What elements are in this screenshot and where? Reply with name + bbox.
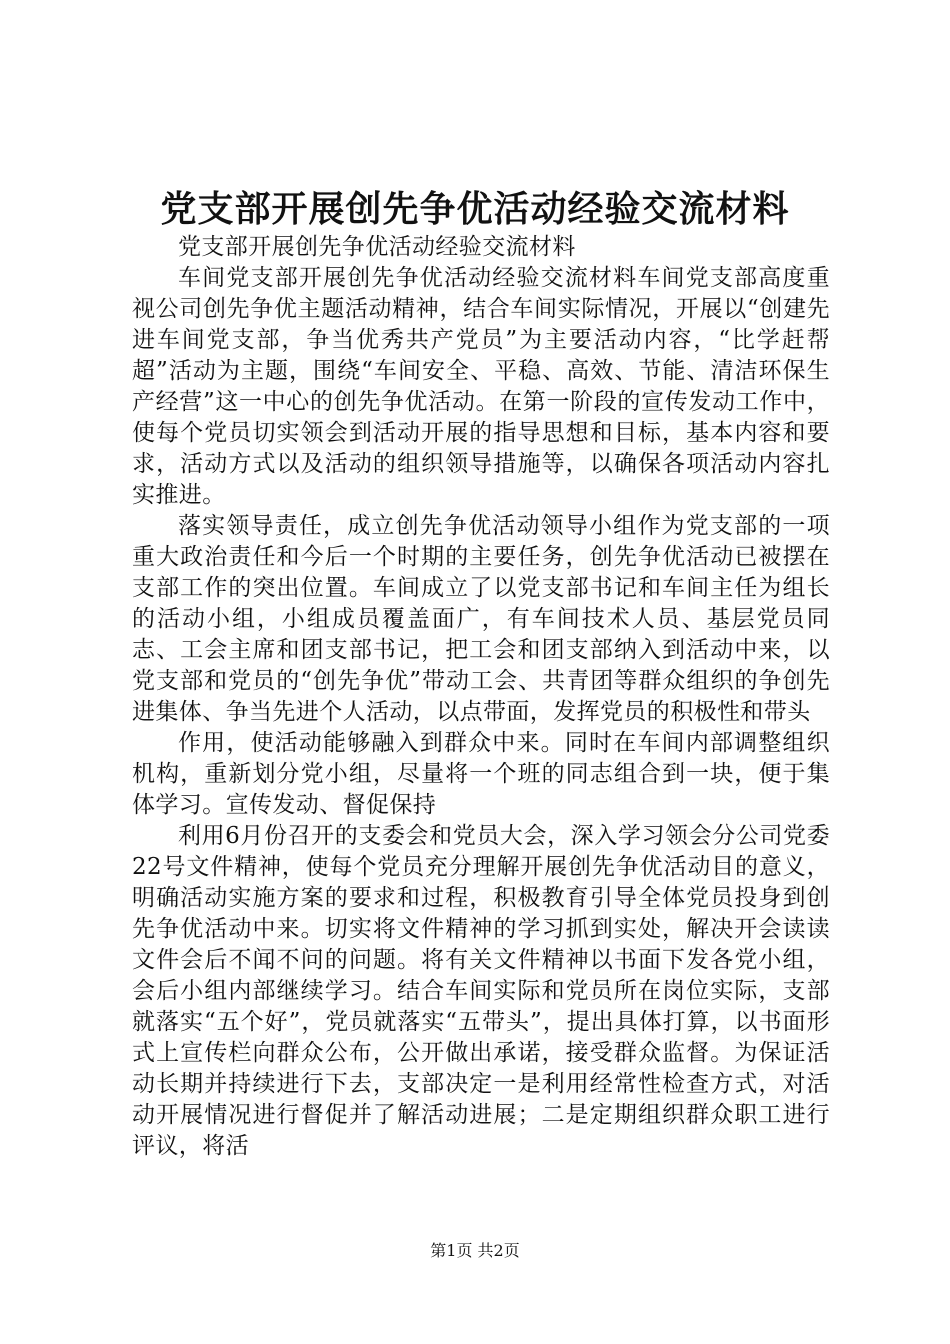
document-body [132,232,830,1162]
paragraph-1: 车间党支部开展创先争优活动经验交流材料车间党支部高度重视公司创先争优主题活动精神，结合车间实际情况，开展以“创建先进车间党支部，争当优秀共产党员”为主要活动内容，“比学赶帮超”活动为主题，围绕“车间安全、平稳、高效、节能、清洁环保生产经营”这一中心的创先争优活动。在第一阶段的宣传发动工作中，使每个党员切实领会到活动开展的指导思想和目标，基本内容和要求，活动方式以及活动的组织领导措施等，以确保各项活动内容扎实推进。 [132,265,830,508]
paragraph-2: 落实领导责任，成立创先争优活动领导小组作为党支部的一项重大政治责任和今后一个时期的主要任务，创先争优活动已被摆在支部工作的突出位置。车间成立了以党支部书记和车间主任为组长的活动小组，小组成员覆盖面广，有车间技术人员、基层党员同志、工会主席和团支部书记，把工会和团支部纳入到活动中来，以党支部和党员的“创先争优”带动工会、共青团等群众组织的争创先进集体、争当先进个人活动，以点带面，发挥党员的积极性和带头 [132,513,830,725]
document-title: 党支部开展创先争优活动经验交流材料 [160,188,790,230]
paragraph-3: 作用，使活动能够融入到群众中来。同时在车间内部调整组织机构，重新划分党小组，尽量将一个班的同志组合到一块，便于集体学习。宣传发动、督促保持 [132,730,830,818]
page-footer: 第1页 共2页 [430,1241,520,1260]
paragraph-4: 利用6月份召开的支委会和党员大会，深入学习领会分公司党委22号文件精神，使每个党员充分理解开展创先争优活动目的意义，明确活动实施方案的要求和过程，积极教育引导全体党员投身到创先争优活动中来。切实将文件精神的学习抓到实处，解决开会读读文件会后不闻不问的问题。将有关文件精神以书面下发各党小组，会后小组内部继续学习。结合车间实际和党员所在岗位实际，支部就落实“五个好”，党员就落实“五带头”，提出具体打算，以书面形式上宣传栏向群众公布，公开做出承诺，接受群众监督。为保证活动长期并持续进行下去，支部决定一是利用经常性检查方式，对活动开展情况进行督促并了解活动进展；二是定期组织群众职工进行评议，将活 [132,823,830,1159]
document-subtitle: 党支部开展创先争优活动经验交流材料 [178,234,576,260]
